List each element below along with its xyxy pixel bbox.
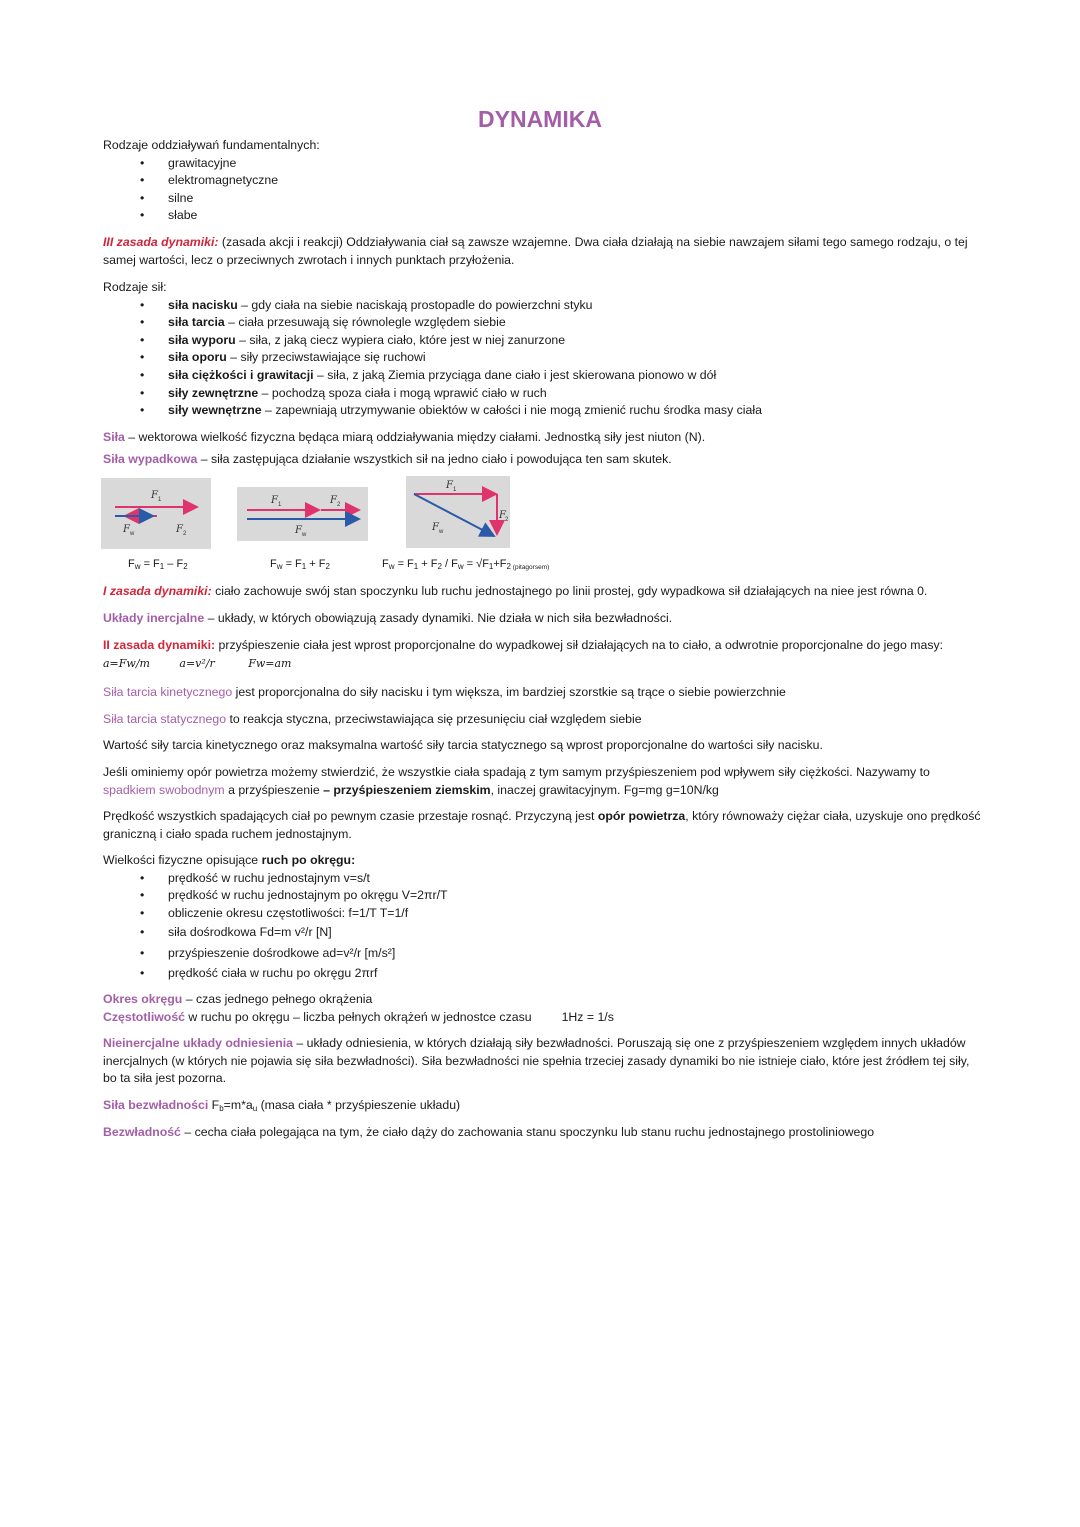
formula-acceleration: a=Fw/m	[103, 656, 150, 670]
list-item: • siła dośrodkowa Fd=m v²/r [N]	[168, 924, 983, 942]
svg-text:w: w	[439, 529, 444, 535]
list-item: • siły zewnętrzne – pochodzą spoza ciała i mogą wprawić ciało w ruch	[168, 385, 983, 403]
list-item: • siła nacisku – gdy ciała na siebie naciskają prostopadle do powierzchni styku	[168, 297, 983, 315]
terminal-velocity-paragraph: Prędkość wszystkich spadających ciał po pewnym czasie przestaje rosnąć. Przyczyną jest opór powietrza, który równoważy ciężar ciała, uzyskuje ono prędkość graniczną i ciało spada ruchem jednostajnym.	[103, 809, 981, 841]
friction-proportion-paragraph: Wartość siły tarcia kinetycznego oraz maksymalna wartość siły tarcia statycznego są wprost proporcjonalne do wartości siły nacisku.	[103, 738, 823, 752]
third-law-text: (zasada akcji i reakcji) Oddziaływania ciał są zawsze wzajemne. Dwa ciała działają na siebie nawzajem siłami tego samego rodzaju, o tej samej wartości, lecz o przeciwnych zwrotach i innych punktach przyłożenia.	[103, 235, 968, 267]
forces-section	[103, 279, 983, 420]
list-item: • silne	[168, 190, 983, 208]
kinetic-friction-paragraph: Siła tarcia kinetycznego jest proporcjonalna do siły nacisku i tym większa, im bardziej szorstkie są trące o siebie powierzchnie	[103, 685, 786, 699]
svg-text:1: 1	[158, 497, 162, 503]
force-definition: Siła – wektorowa wielkość fizyczna będąca miarą oddziaływania między ciałami. Jednostką siły jest niuton (N).	[103, 430, 706, 444]
caption-pythagoras: $F_w = F_1 + F_2 / F_w = √F_1+F_2$ (pitagorsem)	[382, 558, 550, 571]
svg-text:F: F	[123, 524, 130, 535]
svg-text:w: w	[130, 531, 135, 537]
svg-text:w: w	[302, 532, 307, 538]
formula-centripetal: a=v²/r	[179, 656, 215, 670]
svg-text:F: F	[176, 524, 183, 535]
list-item: • siła ciężkości i grawitacji – siła, z jaką Ziemia przyciąga dane ciało i jest skierowana pionowo w dół	[168, 367, 983, 385]
freefall-paragraph: Jeśli ominiemy opór powietrza możemy stwierdzić, że wszystkie ciała spadają z tym samym przyśpieszeniem pod wpływem siły ciężkości. Nazywamy to spadkiem swobodnym a przyśpieszenie – przyśpieszeniem ziemskim, inaczej grawitacyjnym. Fg=mg g=10N/kg	[103, 765, 930, 797]
svg-text:2: 2	[337, 502, 341, 508]
inertial-paragraph: Układy inercjalne – układy, w których obowiązują zasady dynamiki. Nie działa w nich siła bezwładności.	[103, 611, 673, 625]
diagram-opposite-forces	[101, 478, 211, 549]
circular-motion-section: Wielkości fizyczne opisujące ruch po okręgu: • prędkość w ruchu jednostajnym v=s/t • prędkość w ruchu jednostajnym po okręgu V=2πr/T • obliczenie okresu częstotliwości: f=1/T T=1/f • siła dośrodkowa Fd=m v²/r [N] • przyśpieszenie dośrodkowe ad=v²/r [m/s²] • prędkość ciała w ruchu po okręgu 2πrf	[103, 852, 983, 982]
inertia-paragraph: Bezwładność – cecha ciała polegająca na tym, że ciało dąży do zachowania stanu spoczynku lub stanu ruchu jednostajnego prostoliniowego	[103, 1125, 875, 1139]
svg-text:F: F	[151, 490, 158, 501]
resultant-definition: Siła wypadkowa – siła zastępująca działanie wszystkich sił na jedno ciało i powodująca ten sam skutek.	[103, 452, 672, 466]
list-item: • elektromagnetyczne	[168, 172, 983, 190]
fundamental-heading: Rodzaje oddziaływań fundamentalnych:	[103, 138, 320, 152]
svg-text:2: 2	[183, 531, 187, 537]
list-item: • siła oporu – siły przeciwstawiające się ruchowi	[168, 349, 983, 367]
list-item: • siły wewnętrzne – zapewniają utrzymywanie obiektów w całości i nie mogą zmienić ruchu środka masy ciała	[168, 402, 983, 420]
third-law-label: III zasada dynamiki:	[103, 235, 219, 249]
third-law-paragraph	[103, 234, 983, 269]
list-item: • obliczenie okresu częstotliwości: f=1/T T=1/f	[168, 905, 983, 923]
list-item: • prędkość ciała w ruchu po okręgu 2πrf	[168, 965, 983, 983]
svg-text:F: F	[432, 522, 439, 533]
svg-text:F: F	[499, 510, 506, 521]
caption-subtraction: $F_w = F_1 - F_2$	[128, 558, 188, 571]
svg-text:F: F	[295, 525, 302, 536]
svg-text:F: F	[446, 480, 453, 491]
list-item: • siła tarcia – ciała przesuwają się równolegle względem siebie	[168, 314, 983, 332]
first-law-paragraph: I zasada dynamiki: ciało zachowuje swój stan spoczynku lub ruchu jednostajnego po linii prostej, gdy wypadkowa sił działających na niee jest równa 0.	[103, 584, 928, 598]
circular-list	[103, 870, 983, 983]
page-title: DYNAMIKA	[478, 106, 602, 132]
frequency-paragraph: Częstotliwość w ruchu po okręgu – liczba pełnych okrążeń w jednostce czasu 1Hz = 1/s	[103, 1010, 614, 1024]
diagram-parallel-forces	[237, 487, 368, 541]
svg-text:2: 2	[505, 517, 509, 523]
list-item: • grawitacyjne	[168, 155, 983, 173]
forces-list	[103, 297, 983, 420]
list-item: • siła wyporu – siła, z jaką ciecz wypiera ciało, które jest w niej zanurzone	[168, 332, 983, 350]
static-friction-paragraph: Siła tarcia statycznego to reakcja styczna, przeciwstawiająca się przesunięciu ciał względem siebie	[103, 712, 642, 726]
forces-heading: Rodzaje sił:	[103, 280, 167, 294]
svg-text:F: F	[330, 495, 337, 506]
fundamental-section	[103, 137, 983, 225]
second-law-paragraph: II zasada dynamiki: przyśpieszenie ciała jest wprost proporcjonalne do wypadkowej sił działających na to ciało, a odwrotnie proporcjonalne do jego masy: a=Fw/m a=v²/r Fw=am	[103, 638, 944, 670]
caption-addition: $F_w = F_1 + F_2$	[270, 558, 330, 571]
period-paragraph: Okres okręgu – czas jednego pełnego okrążenia	[103, 992, 373, 1006]
diagram-perpendicular-forces	[406, 476, 510, 548]
svg-text:F: F	[271, 495, 278, 506]
list-item: • słabe	[168, 207, 983, 225]
fundamental-list	[103, 155, 983, 225]
list-item: • przyśpieszenie dośrodkowe ad=v²/r [m/s²]	[168, 945, 983, 963]
svg-text:1: 1	[453, 487, 457, 493]
inertia-force-paragraph: Siła bezwładności $F_b=m*a_u$ (masa ciała * przyśpieszenie układu)	[103, 1098, 461, 1113]
svg-text:1: 1	[278, 502, 282, 508]
list-item: • prędkość w ruchu jednostajnym po okręgu V=2πr/T	[168, 887, 983, 905]
list-item: • prędkość w ruchu jednostajnym v=s/t	[168, 870, 983, 888]
formula-force: Fw=am	[248, 656, 292, 670]
noninertial-paragraph: Nieinercjalne układy odniesienia – układy odniesienia, w których działają siły bezwładności. Poruszają się one z przyśpieszeniem względem innych układów inercjalnych (w których nie pojawia się siła bezwładności). Siła bezwładności nie spełnia trzeciej zasady dynamiki bo nie istnieje ciało, które jest źródłem tej siły, bo ta siła jest pozorna.	[103, 1036, 970, 1086]
